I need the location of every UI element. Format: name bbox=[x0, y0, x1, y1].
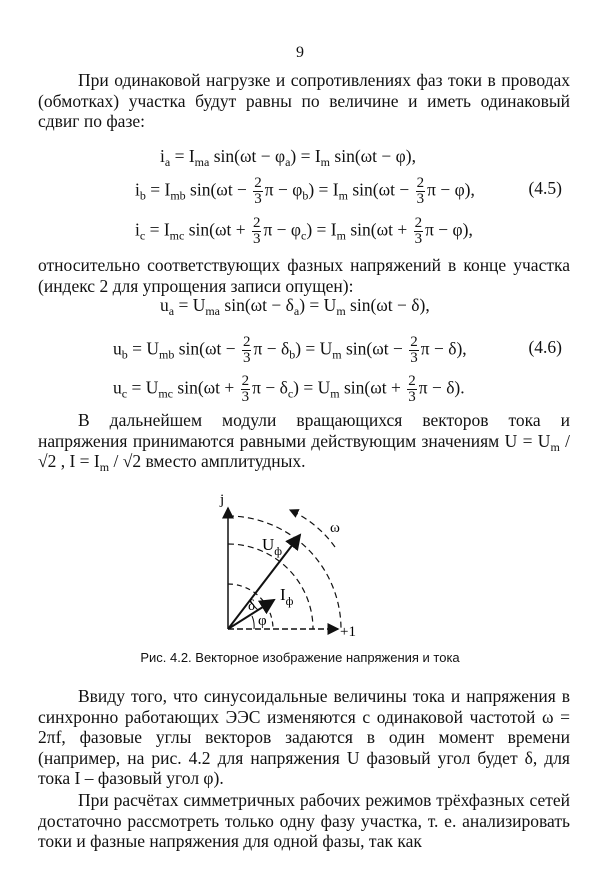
equation-number-4-5: (4.5) bbox=[528, 178, 562, 198]
rotation-arc bbox=[228, 516, 341, 629]
paragraph-phase-angles bbox=[38, 686, 570, 789]
omega-formula: ω = 2πf bbox=[38, 706, 571, 747]
axis-label-j: j bbox=[220, 492, 225, 508]
delta-label: δ bbox=[248, 598, 256, 614]
equation-ic: $i_c = I_{mc}$ sin(ωt + $\frac{2}{3}$ $\pi - \varphi_c) = I_m$ sin(ωt + $\frac{2}{3}$ π − φ), bbox=[135, 215, 473, 247]
paragraph-effective-values bbox=[38, 410, 570, 472]
phi-label: φ bbox=[258, 613, 267, 629]
axis-label-plus-one: +1 bbox=[340, 624, 356, 640]
effective-values-formula: $U = U_m / √2$ , $I = I_m / √2$ bbox=[38, 430, 570, 474]
equation-ua: $u_a = U_{ma}$ $\sin(\omega t - \delta_a) = U_m$ sin(ωt − δ), bbox=[160, 295, 430, 318]
vector-diagram bbox=[210, 492, 380, 642]
equation-number-4-6: (4.6) bbox=[528, 337, 562, 357]
figure-caption: Рис. 4.2. Векторное изображение напряжения и тока bbox=[140, 650, 460, 665]
voltage-circle bbox=[228, 544, 313, 629]
equation-ia: $i_a = I_{ma}$ $\sin(\omega t - \varphi_a) = I_m$ sin(ωt − φ), bbox=[160, 146, 416, 169]
omega-label: ω bbox=[330, 520, 340, 536]
phase-angles-tail: , фазовые углы векторов задаются в один момент времени (например, на рис. 4.2 для напряжения U фазовый угол будет δ, для тока I – фазовый угол φ). bbox=[38, 727, 570, 788]
phi-arc bbox=[252, 616, 254, 629]
effective-values-text: В дальнейшем модули вращающихся векторов тока и напряжения принимаются равными действующим значениям bbox=[38, 410, 570, 451]
phase-angles-text: Ввиду того, что синусоидальные величины тока и напряжения в синхронно работающих ЭЭС изменяются с одинаковой частотой bbox=[38, 686, 570, 727]
voltage-label: $U_ф$ bbox=[262, 535, 283, 558]
equation-ib: $i_b = I_{mb}$ sin(ωt − $\frac{2}{3}$ $\pi - \varphi_b) = I_m$ sin(ωt − $\frac{2}{3}$ π − φ), bbox=[135, 175, 475, 207]
paragraph-voltage-intro: относительно соответствующих фазных напряжений в конце участка (индекс 2 для упрощения записи опущен): bbox=[38, 255, 570, 296]
paragraph-current-phase: При одинаковой нагрузке и сопротивлениях фаз токи в проводах (обмотках) участка будут равны по величине и иметь одинаковый сдвиг по фазе: bbox=[38, 70, 570, 131]
effective-values-tail: вместо амплитудных. bbox=[145, 451, 306, 471]
rotation-arrow bbox=[290, 510, 335, 547]
page-number: 9 bbox=[296, 44, 304, 61]
equation-ub: $u_b = U_{mb}$ sin(ωt − $\frac{2}{3}$ $\pi - \delta_b) = U_m$ sin(ωt − $\frac{2}{3}$ π − δ), bbox=[113, 334, 467, 366]
current-label: $I_ф$ bbox=[280, 585, 294, 608]
paragraph-symmetric-modes: При расчётах симметричных рабочих режимов трёхфазных сетей достаточно рассмотреть только одну фазу участка, т. е. анализировать токи и фазные напряжения для одной фазы, так как bbox=[38, 790, 570, 851]
equation-uc: $u_c = U_{mc}$ sin(ωt + $\frac{2}{3}$ $\pi - \delta_c) = U_m$ sin(ωt + $\frac{2}{3}$ π − δ). bbox=[113, 373, 465, 405]
